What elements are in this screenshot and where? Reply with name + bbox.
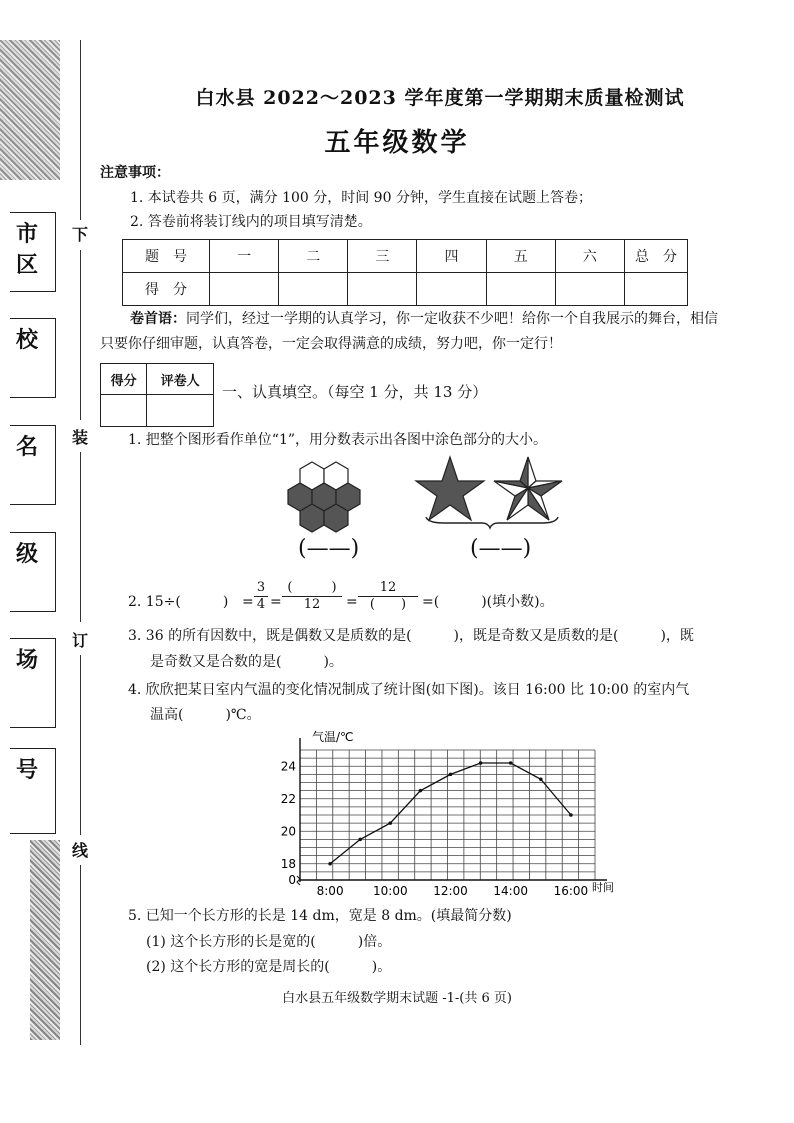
q2-frac3-numerator: 12 [358,580,418,597]
q2-equals-1: = [242,594,254,610]
score-input[interactable] [625,273,688,306]
x-tick-label: 14:00 [493,884,529,898]
data-point [539,777,543,781]
score-input[interactable] [417,273,486,306]
section-1-title: 一、认真填空。（每空 1 分，共 13 分） [222,383,488,401]
q2-frac1-denominator: 4 [256,597,266,612]
scan-noise [30,840,60,1040]
question-2-prefix: 2. 15÷( ) [128,594,229,610]
margin-field-class[interactable]: 级 [10,532,56,612]
hexagon-figure [280,460,380,535]
question-5-part-2: (2) 这个长方形的宽是周长的( )。 [146,959,392,975]
data-point [389,821,393,825]
data-point [479,761,483,765]
score-cell-q3: 三 [348,240,417,273]
exam-subtitle: 五年级数学 [324,128,470,158]
preface-label: 卷首语： [130,311,186,327]
data-point [328,862,332,866]
margin-field-district[interactable]: 市区 [10,212,56,292]
temperature-line-chart [270,725,630,900]
x-tick-label: 8:00 [316,884,344,898]
score-input[interactable] [348,273,417,306]
question-4-line-1: 4. 欣欣把某日室内气温的变化情况制成了统计图(如下图)。该日 16:00 比 10:00 的室内气 [128,682,690,698]
notice-item-1: 1. 本试卷共 6 页，满分 100 分，时间 90 分钟，学生直接在试题上答卷； [130,190,592,206]
score-cell-label: 题 号 [123,240,210,273]
brace [426,517,558,528]
notice-heading: 注意事项： [100,165,170,181]
data-point [419,789,423,793]
score-table-header-row [123,240,688,273]
score-cell-q1: 一 [210,240,279,273]
score-row-label: 得 分 [123,273,210,306]
binding-line [80,452,81,622]
q2-equals-3: = [346,594,358,610]
q2-equals-2: = [270,594,282,610]
chart-series [328,761,572,865]
score-input[interactable] [555,273,624,306]
y-tick-label: 22 [280,791,296,806]
answer-blank-stars[interactable]: (——) [470,536,532,561]
cut-label-zhuang: 装 [72,428,89,447]
star-left [416,457,484,520]
grader-score-label: 得分 [101,364,147,395]
score-cell-q4: 四 [417,240,486,273]
grader-score-input[interactable] [101,395,147,427]
q2-frac1-numerator: 3 [254,580,268,597]
binding-margin [0,0,95,1123]
score-table [122,239,688,306]
question-5-text: 5. 已知一个长方形的长是 14 dm，宽是 8 dm。(填最简分数) [128,908,512,924]
data-point [449,773,453,777]
q2-frac3-denominator[interactable]: ( ) [369,597,407,612]
score-cell-total: 总 分 [625,240,688,273]
question-1-text: 1. 把整个图形看作单位“1”，用分数表示出各图中涂色部分的大小。 [128,432,548,448]
chart-grid [300,750,595,880]
score-table-score-row [123,273,688,306]
score-cell-q2: 二 [279,240,348,273]
q2-fraction-1 [254,580,268,613]
page-footer: 白水县五年级数学期末试题 -1-(共 6 页) [282,991,512,1006]
question-3-line-1: 3. 36 的所有因数中，既是偶数又是质数的是( )，既是奇数又是质数的是( )，既 [128,628,694,644]
y-tick-label: 20 [280,824,296,839]
margin-field-name[interactable]: 名 [10,425,56,505]
preface-line-2: 只要你仔细审题，认真答卷，一定会取得满意的成绩，努力吧，你一定行！ [100,336,562,352]
stars-figure [414,455,574,530]
q2-fraction-2[interactable] [282,580,342,613]
question-5-part-1: (1) 这个长方形的长是宽的( )倍。 [146,934,392,950]
x-tick-label: 16:00 [553,884,589,898]
margin-field-number[interactable]: 号 [10,748,56,834]
preface-text-1: 同学们，经过一学期的认真学习，你一定收获不少吧！给你一个自我展示的舞台，相信 [186,311,718,327]
data-point [569,813,573,817]
binding-line [80,865,81,1045]
margin-field-exam-room[interactable]: 场 [10,638,56,728]
score-input[interactable] [210,273,279,306]
score-cell-q6: 六 [555,240,624,273]
data-point [358,838,362,842]
x-tick-label: 10:00 [373,884,408,898]
chart-axes [297,738,607,885]
exam-title: 白水县 2022～2023 学年度第一学期期末质量检测试 [195,87,685,109]
grader-table [100,363,214,427]
margin-field-school[interactable]: 校 [10,318,56,398]
y-tick-label: 24 [280,759,296,774]
data-point [509,761,513,765]
q2-fraction-3[interactable] [358,580,418,613]
star-right [494,457,562,520]
scan-noise [0,40,60,180]
chart-y-axis-label: 气温/℃ [312,730,354,744]
temperature-line [330,763,571,864]
question-4-line-2: 温高( )℃。 [150,707,261,723]
notice-item-2: 2. 答卷前将装订线内的项目填写清楚。 [130,214,372,230]
cut-label-ding: 订 [72,631,89,650]
x-tick-label: 12:00 [433,884,468,898]
preface-line-1 [130,309,718,329]
grader-name-input[interactable] [147,395,214,427]
score-input[interactable] [279,273,348,306]
cut-label-xian: 线 [72,841,89,860]
answer-blank-hexagon[interactable]: (——) [298,536,360,561]
question-2-suffix: =( )(填小数)。 [422,594,554,610]
q2-frac2-denominator: 12 [303,597,321,612]
score-cell-q5: 五 [486,240,555,273]
q2-frac2-numerator[interactable]: ( ) [282,580,342,597]
binding-line [80,655,81,835]
cut-label-xia: 下 [72,225,89,244]
chart-x-axis-label: 时间 [592,881,614,894]
y-tick-label: 0 [288,873,296,887]
binding-line [80,250,81,420]
score-input[interactable] [486,273,555,306]
grader-name-label: 评卷人 [147,364,214,395]
question-3-line-2: 是奇数又是合数的是( )。 [150,654,343,670]
y-tick-label: 18 [280,856,296,871]
